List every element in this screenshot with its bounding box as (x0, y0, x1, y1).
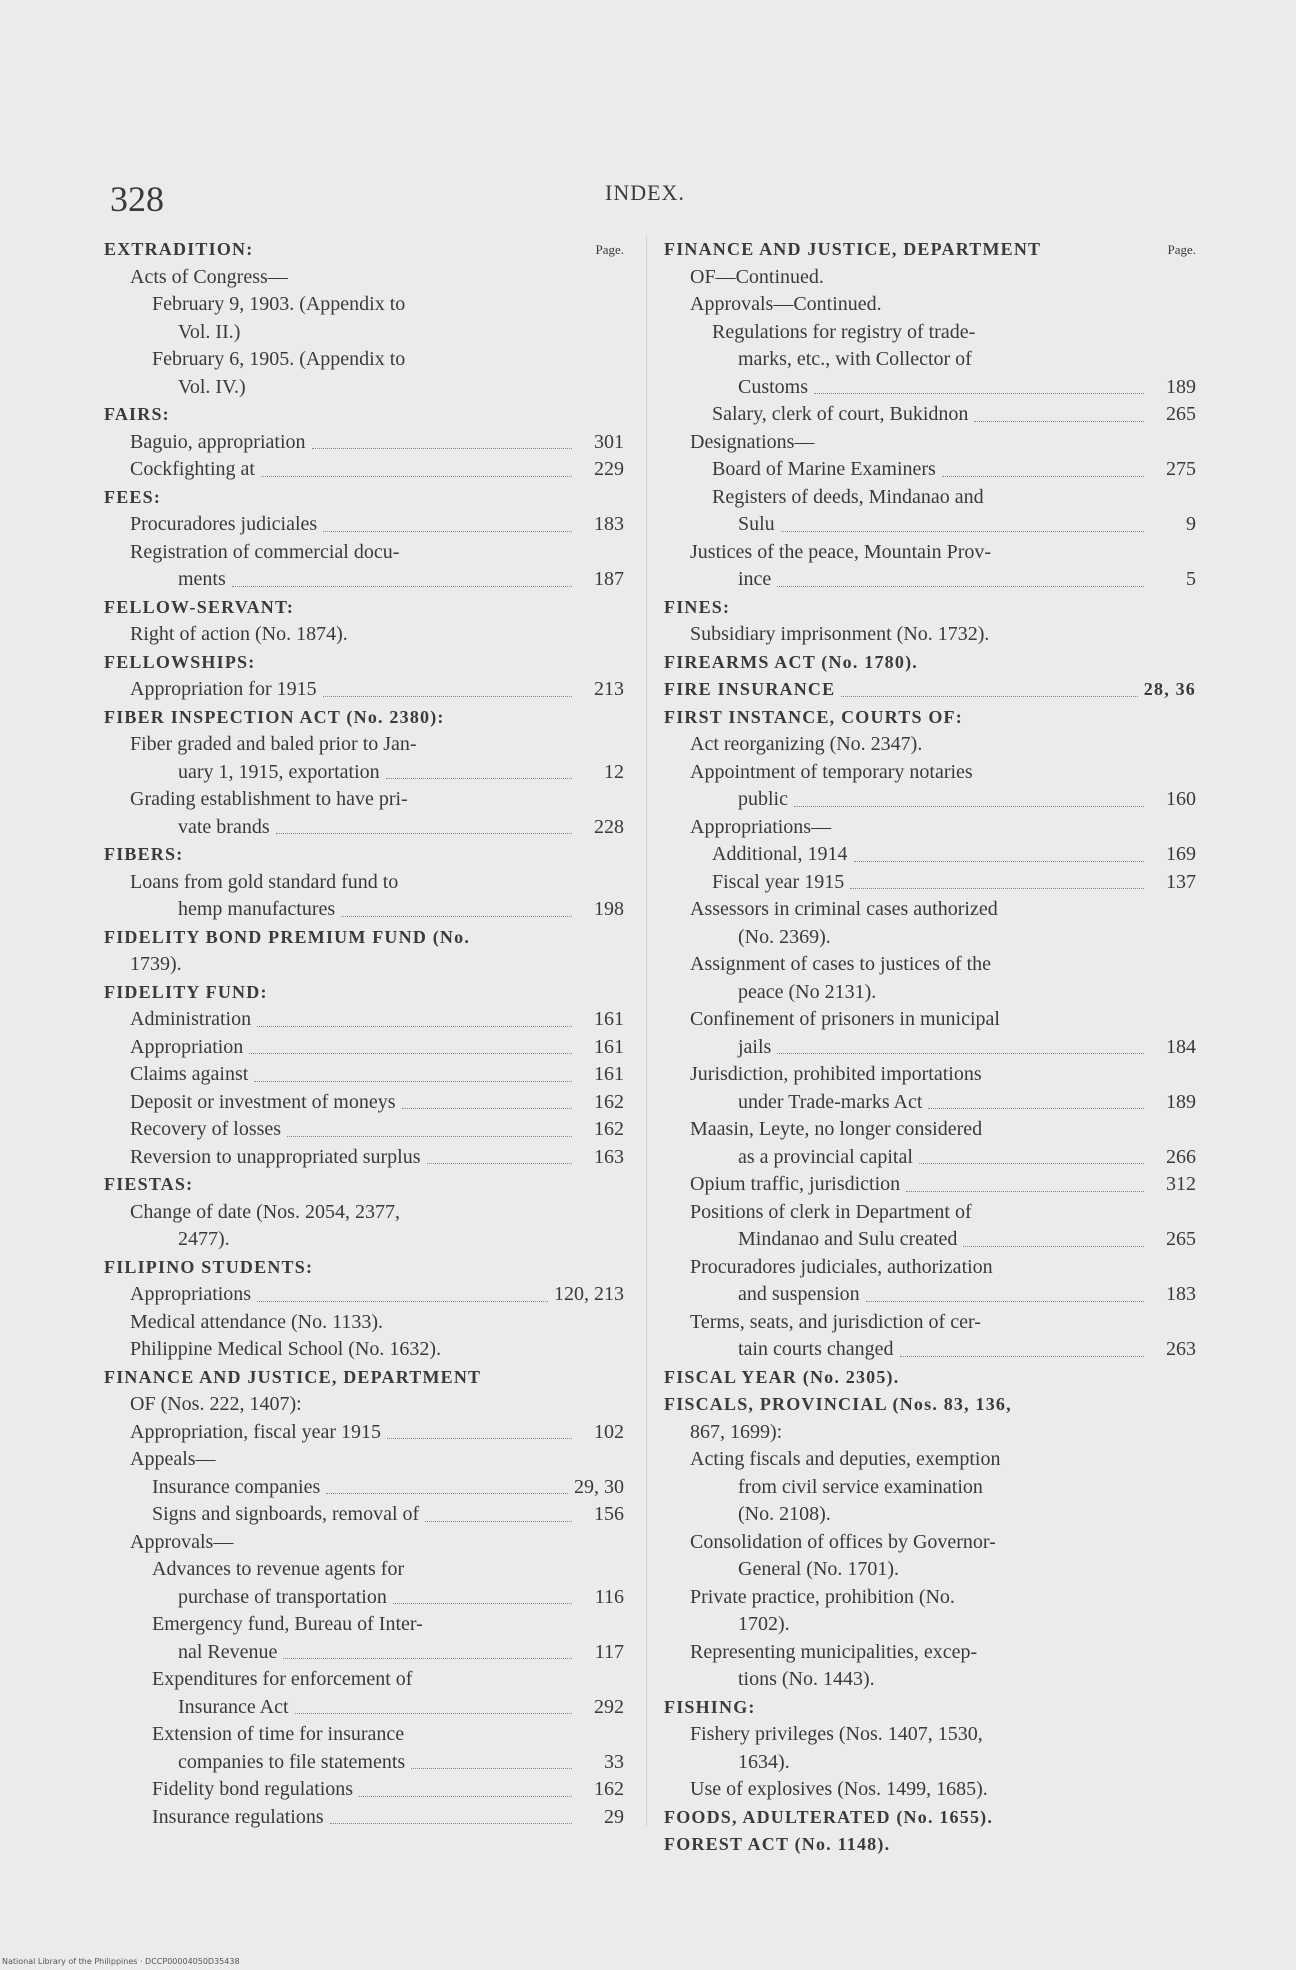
index-line: (No. 2369). (738, 925, 831, 948)
index-entry (104, 1006, 624, 1034)
page-column-label: Page. (1167, 242, 1196, 257)
page-reference: 189 (1166, 375, 1196, 398)
dot-leader (323, 530, 572, 532)
heading-text: EXTRADITION: (104, 239, 254, 259)
entry-text: Appropriation (130, 1035, 244, 1058)
dot-leader (906, 1190, 1144, 1192)
page-reference: 102 (594, 1420, 624, 1443)
index-entry (104, 1144, 624, 1172)
index-heading: FIRST INSTANCE, COURTS OF: (664, 706, 963, 727)
page-reference: 29 (604, 1805, 624, 1828)
index-line: Appropriations— (690, 815, 832, 838)
index-entry (104, 1501, 624, 1529)
dot-leader (257, 1300, 548, 1302)
page-reference: 29, 30 (574, 1475, 624, 1498)
index-line: from civil service examination (738, 1475, 983, 1498)
page-reference: 116 (594, 1585, 624, 1608)
index-entry (104, 1694, 624, 1722)
dot-leader (402, 1107, 572, 1109)
index-line: Justices of the peace, Mountain Prov- (690, 540, 992, 563)
index-line: 1739). (130, 953, 182, 975)
page-reference: 265 (1166, 1228, 1196, 1250)
dot-leader (295, 1712, 572, 1714)
page-reference: 292 (594, 1695, 624, 1718)
page-reference: 184 (1166, 1035, 1196, 1058)
index-entry (664, 1034, 1196, 1062)
index-entry (104, 1474, 624, 1502)
entry-text: Fidelity bond regulations (152, 1778, 354, 1800)
page-reference: 275 (1166, 458, 1196, 480)
entry-text: tain courts changed (738, 1338, 894, 1360)
index-line: Jurisdiction, prohibited importations (690, 1063, 982, 1085)
index-line: Positions of clerk in Department of (690, 1200, 972, 1223)
index-line: Acts of Congress— (130, 265, 288, 288)
dot-leader (312, 447, 572, 449)
index-line: Advances to revenue agents for (152, 1558, 405, 1580)
dot-leader (841, 695, 1137, 697)
index-entry (104, 1804, 624, 1832)
page-reference: 213 (594, 678, 624, 700)
dot-leader (850, 887, 1144, 889)
entry-text: as a provincial capital (738, 1145, 913, 1168)
index-line: Appointment of temporary notaries (690, 760, 973, 783)
dot-leader (330, 1822, 572, 1824)
entry-text: Additional, 1914 (712, 843, 848, 865)
page-reference: 117 (594, 1640, 624, 1663)
index-line: OF (Nos. 222, 1407): (130, 1393, 302, 1415)
index-line: Appeals— (130, 1448, 216, 1470)
entry-text: Customs (738, 375, 809, 398)
dot-leader (942, 475, 1144, 477)
index-entry (104, 1061, 624, 1089)
index-line: Acting fiscals and deputies, exemption (690, 1448, 1001, 1470)
index-line: General (No. 1701). (738, 1558, 900, 1580)
dot-leader (257, 1025, 572, 1027)
index-entry (104, 1034, 624, 1062)
index-heading: FIBER INSPECTION ACT (No. 2380): (104, 706, 445, 727)
index-entry (104, 1089, 624, 1117)
page-reference: 163 (594, 1145, 624, 1168)
dot-leader (276, 832, 572, 834)
index-heading: FOREST ACT (No. 1148). (664, 1834, 891, 1854)
index-entry (664, 676, 1196, 704)
index-line: tions (No. 1443). (738, 1668, 875, 1690)
page-reference: 198 (594, 898, 624, 920)
index-entry (664, 566, 1196, 594)
index-line: Registration of commercial docu- (130, 540, 400, 563)
entry-text: Insurance companies (152, 1475, 321, 1498)
index-heading: FISHING: (664, 1696, 756, 1717)
index-entry (664, 511, 1196, 539)
index-heading (104, 236, 624, 264)
dot-leader (387, 1437, 572, 1439)
page-reference: 229 (594, 458, 624, 480)
index-line: Vol. IV.) (178, 375, 246, 398)
page-reference: 183 (594, 513, 624, 535)
index-entry (104, 1419, 624, 1447)
running-head: INDEX. (605, 180, 685, 205)
index-line: Assessors in criminal cases authorized (690, 898, 998, 920)
index-entry (104, 456, 624, 484)
dot-leader (323, 695, 572, 697)
page-reference: 161 (594, 1008, 624, 1030)
index-line: Loans from gold standard fund to (130, 870, 399, 893)
index-line: OF—Continued. (690, 265, 824, 288)
entry-text: ments (178, 568, 226, 590)
index-heading (664, 236, 1196, 264)
index-line: 1702). (738, 1613, 790, 1635)
entry-text: Procuradores judiciales (130, 513, 318, 535)
page-reference: 228 (594, 815, 624, 838)
index-line: February 9, 1903. (Appendix to (152, 293, 406, 315)
page-reference: 12 (604, 760, 624, 783)
page-reference: 162 (594, 1118, 624, 1140)
dot-leader (249, 1052, 572, 1054)
index-entry (664, 869, 1196, 897)
entry-text: Insurance Act (178, 1695, 289, 1718)
index-entry (664, 841, 1196, 869)
index-line: 2477). (178, 1228, 230, 1250)
index-line: Terms, seats, and jurisdiction of cer- (690, 1310, 981, 1333)
entry-text: purchase of transportation (178, 1585, 387, 1608)
index-line: Right of action (No. 1874). (130, 623, 348, 645)
entry-text: Cockfighting at (130, 458, 255, 480)
page-reference: 5 (1186, 568, 1196, 590)
index-entry (104, 1749, 624, 1777)
dot-leader (854, 860, 1144, 862)
index-entry (664, 1171, 1196, 1199)
page-reference: 161 (594, 1035, 624, 1058)
entry-text: FIRE INSURANCE (664, 679, 836, 699)
index-line: Regulations for registry of trade- (712, 320, 976, 343)
page-number: 328 (110, 179, 164, 219)
entry-text: Recovery of losses (130, 1118, 282, 1140)
index-entry (104, 1584, 624, 1612)
index-column-right (664, 236, 1196, 1859)
index-heading: FIDELITY FUND: (104, 981, 268, 1002)
page-reference: 162 (594, 1090, 624, 1113)
page-reference: 266 (1166, 1145, 1196, 1168)
index-column-left (104, 236, 624, 1831)
index-heading: FOODS, ADULTERATED (No. 1655). (664, 1806, 994, 1827)
index-heading: FINES: (664, 596, 731, 617)
entry-text: vate brands (178, 815, 270, 838)
page-reference: 187 (594, 568, 624, 590)
index-entry (104, 1639, 624, 1667)
index-heading: FIESTAS: (104, 1174, 194, 1194)
entry-text: Sulu (738, 513, 775, 535)
dot-leader (814, 392, 1144, 394)
index-line: Registers of deeds, Mindanao and (712, 485, 984, 508)
index-line: February 6, 1905. (Appendix to (152, 348, 406, 370)
entry-text: Salary, clerk of court, Bukidnon (712, 403, 969, 425)
index-line: Private practice, prohibition (No. (690, 1585, 955, 1608)
index-line: Use of explosives (Nos. 1499, 1685). (690, 1778, 988, 1800)
index-heading: FIREARMS ACT (No. 1780). (664, 651, 918, 672)
dot-leader (866, 1300, 1144, 1302)
dot-leader (919, 1162, 1144, 1164)
entry-text: Appropriation, fiscal year 1915 (130, 1420, 382, 1443)
dot-leader (777, 1052, 1144, 1054)
page-reference: 156 (594, 1503, 624, 1525)
entry-text: hemp manufactures (178, 898, 336, 920)
entry-text: and suspension (738, 1283, 860, 1305)
index-line: Medical attendance (No. 1133). (130, 1310, 384, 1333)
entry-text: Appropriations (130, 1283, 252, 1305)
index-line: Change of date (Nos. 2054, 2377, (130, 1200, 400, 1223)
entry-text: Appropriation for 1915 (130, 678, 317, 700)
index-entry (104, 511, 624, 539)
index-line: Philippine Medical School (No. 1632). (130, 1338, 442, 1360)
index-line: 1634). (738, 1750, 790, 1773)
page-reference: 183 (1166, 1283, 1196, 1305)
index-entry (104, 1776, 624, 1804)
index-entry (104, 676, 624, 704)
page-reference: 162 (594, 1778, 624, 1800)
dot-leader (781, 530, 1144, 532)
entry-text: Claims against (130, 1063, 249, 1085)
library-footer: National Library of the Philippines · DCCP00004050D35438 (2, 1957, 240, 1966)
page-reference: 120, 213 (554, 1283, 624, 1305)
entry-text: Mindanao and Sulu created (738, 1228, 958, 1250)
index-heading: FIDELITY BOND PREMIUM FUND (No. (104, 926, 471, 947)
entry-text: Insurance regulations (152, 1805, 324, 1828)
dot-leader (393, 1602, 572, 1604)
index-heading: FISCAL YEAR (No. 2305). (664, 1366, 900, 1387)
dot-leader (283, 1657, 572, 1659)
entry-text: Baguio, appropriation (130, 430, 306, 453)
index-entry (104, 896, 624, 924)
entry-text: Signs and signboards, removal of (152, 1503, 420, 1525)
page-reference: 189 (1166, 1090, 1196, 1113)
page-reference: 169 (1166, 843, 1196, 865)
index-line: Consolidation of offices by Governor- (690, 1530, 996, 1553)
index-line: Grading establishment to have pri- (130, 788, 408, 810)
page-reference: 301 (594, 430, 624, 453)
entry-text: Fiscal year 1915 (712, 870, 845, 893)
dot-leader (900, 1355, 1145, 1357)
index-line: Assignment of cases to justices of the (690, 953, 992, 975)
index-entry (664, 1226, 1196, 1254)
dot-leader (425, 1520, 572, 1522)
index-line: Procuradores judiciales, authorization (690, 1255, 993, 1278)
index-line: Maasin, Leyte, no longer considered (690, 1118, 983, 1140)
dot-leader (411, 1767, 572, 1769)
page-reference: 28, 36 (1143, 679, 1196, 699)
index-entry (104, 1116, 624, 1144)
index-heading: FINANCE AND JUSTICE, DEPARTMENT (104, 1366, 482, 1387)
index-line: Approvals—Continued. (690, 293, 882, 315)
index-heading: FELLOWSHIPS: (104, 651, 256, 672)
dot-leader (963, 1245, 1144, 1247)
heading-text: FINANCE AND JUSTICE, DEPARTMENT (664, 239, 1042, 259)
index-line: marks, etc., with Collector of (738, 348, 972, 370)
entry-text: Opium traffic, jurisdiction (690, 1173, 901, 1195)
page-reference: 33 (604, 1750, 624, 1773)
index-line: Fishery privileges (Nos. 1407, 1530, (690, 1723, 983, 1745)
index-entry (664, 1281, 1196, 1309)
index-entry (664, 456, 1196, 484)
dot-leader (232, 585, 572, 587)
index-entry (664, 1089, 1196, 1117)
page-reference: 161 (594, 1063, 624, 1085)
entry-text: uary 1, 1915, exportation (178, 760, 380, 783)
dot-leader (254, 1080, 572, 1082)
page-reference: 265 (1166, 403, 1196, 425)
index-heading: FELLOW-SERVANT: (104, 596, 295, 617)
page-reference: 263 (1166, 1338, 1196, 1360)
index-entry (664, 401, 1196, 429)
entry-text: public (738, 788, 788, 810)
dot-leader (287, 1135, 572, 1137)
dot-leader (341, 915, 572, 917)
dot-leader (326, 1492, 568, 1494)
entry-text: nal Revenue (178, 1640, 278, 1663)
dot-leader (386, 777, 572, 779)
index-heading: FISCALS, PROVINCIAL (Nos. 83, 136, (664, 1394, 1012, 1414)
dot-leader (974, 420, 1144, 422)
column-divider (646, 236, 647, 1826)
entry-text: under Trade-marks Act (738, 1090, 923, 1113)
index-line: Subsidiary imprisonment (No. 1732). (690, 623, 990, 645)
entry-text: ince (738, 568, 772, 590)
entry-text: jails (738, 1035, 772, 1058)
index-line: Vol. II.) (178, 320, 241, 343)
index-entry (104, 759, 624, 787)
index-entry (664, 786, 1196, 814)
index-heading: FEES: (104, 486, 162, 507)
dot-leader (427, 1162, 573, 1164)
index-line: (No. 2108). (738, 1503, 831, 1525)
index-entry (104, 566, 624, 594)
index-line: Representing municipalities, excep- (690, 1640, 978, 1663)
index-heading: FILIPINO STUDENTS: (104, 1256, 314, 1277)
index-entry (664, 1336, 1196, 1364)
index-entry (104, 814, 624, 842)
entry-text: Deposit or investment of moneys (130, 1090, 396, 1113)
page-column-label: Page. (595, 242, 624, 257)
index-heading: FIBERS: (104, 844, 184, 864)
page-reference: 160 (1166, 788, 1196, 810)
index-line: Act reorganizing (No. 2347). (690, 733, 923, 755)
index-line: Fiber graded and baled prior to Jan- (130, 733, 417, 755)
dot-leader (928, 1107, 1144, 1109)
index-line: Designations— (690, 430, 815, 453)
index-entry (104, 1281, 624, 1309)
index-entry (664, 1144, 1196, 1172)
entry-text: companies to file statements (178, 1750, 406, 1773)
dot-leader (777, 585, 1144, 587)
entry-text: Board of Marine Examiners (712, 458, 936, 480)
index-line: Emergency fund, Bureau of Inter- (152, 1613, 423, 1635)
index-entry (104, 429, 624, 457)
index-line: 867, 1699): (690, 1420, 783, 1443)
index-entry (664, 374, 1196, 402)
index-line: Extension of time for insurance (152, 1723, 405, 1745)
entry-text: Reversion to unappropriated surplus (130, 1145, 421, 1168)
index-line: Confinement of prisoners in municipal (690, 1008, 1000, 1030)
entry-text: Administration (130, 1008, 252, 1030)
index-line: Expenditures for enforcement of (152, 1668, 413, 1690)
dot-leader (261, 475, 572, 477)
page-reference: 9 (1186, 513, 1196, 535)
index-heading: FAIRS: (104, 404, 170, 424)
dot-leader (794, 805, 1144, 807)
page-reference: 137 (1166, 870, 1196, 893)
dot-leader (359, 1795, 572, 1797)
index-line: peace (No 2131). (738, 980, 877, 1003)
page-reference: 312 (1166, 1173, 1196, 1195)
index-line: Approvals— (130, 1530, 234, 1553)
